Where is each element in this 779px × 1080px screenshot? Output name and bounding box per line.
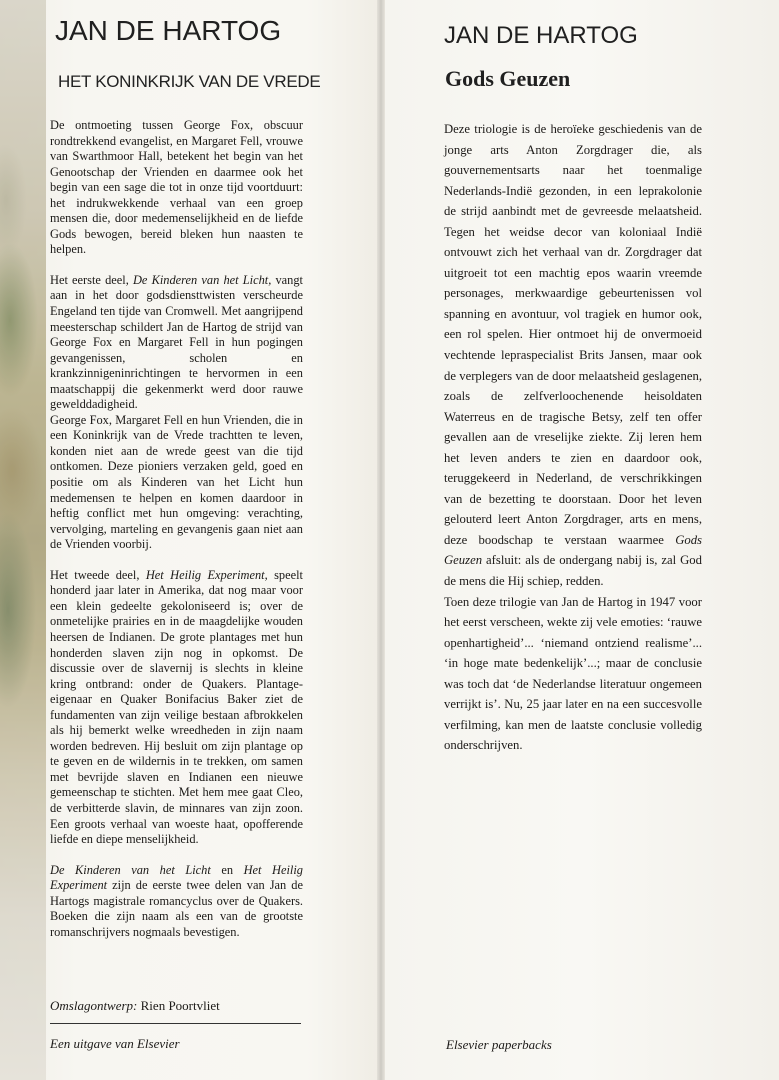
text-span: zijn de eerste twee delen van Jan de Hartogs magistrale romancyclus over de Quakers. Boeken die zijn naam als een van de grootste romanschrijvers nogmaals bevestigen. [50,878,303,939]
text-span: Deze triologie is de heroïeke geschiedenis van de jonge arts Anton Zorgdrager die, als gouvernementsarts naar het toenmalige Nederlands-Indië gezonden, in een leprakolonie de strijd aanbindt met de gevreesde melaatsheid. Tegen het weidse decor van koloniaal Indië ontvouwt zich het verhaal van dr. Zorgdrager dat uitgroeit tot een machtig epos waarin vreemde personages, merkwaardige gebeurtenissen vol spanning en avontuur, vol tragiek en humor ook, een rol spelen. Hier ontmoet hij de onvermoeid vechtende lepraspecialist Brits Jansen, maar ook de verplegers van de door melaatsheid geslagenen, zoals de zelfverloochenende heisoldaten Waterreus en de tragische Betsy, zelf ten offer gevallen aan de vreselijke ziekte. Zij leren hem het leven anders te zien en daardoor ook, teruggekeerd in Nederland, de verschrikkingen van de bezetting te doorstaan. Door het leven gelouterd leert Anton Zorgdrager, arts en mens, deze boodschap te verstaan waarmee [444,122,702,547]
italic-title: Gods Geuzen [444,532,702,568]
left-paragraph-3: George Fox, Margaret Fell en hun Vrienden, die in een Koninkrijk van de Vrede trachtten te leven, konden niet aan de wrede geest van die tijd ontkomen. Deze pioniers verzaken geld, goed en positie om als Kinderen van het Licht hun medemensen te helpen en komen daardoor in heftig conflict met hun omgeving: verachting, vervolging, marteling en gevangenis gaan niet aan de Vrienden voorbij. [50,412,303,552]
right-publisher-line: Elsevier paperbacks [446,1037,552,1052]
credit-label: Omslagontwerp: [50,998,138,1013]
text-span: Het tweede deel, [50,567,146,582]
italic-title: Het Heilig Experiment [50,862,304,893]
cover-design-credit [50,998,310,1014]
italic-title: De Kinderen van het Licht [50,862,211,877]
left-paragraph-1: De ontmoeting tussen George Fox, obscuur rondtrekkend evangelist, en Margaret Fell, vrouwe van Swarthmoor Hall, betekent het begin van het Genootschap der Vrienden en daarmee ook het begin van een sage die tot in onze tijd voortduurt: het indrukwekkende verhaal van een groep mensen die, door medemenselijkheid en de liefde Gods bewogen, bereid bleken hun naasten te helpen. [50,118,303,257]
left-paragraph-2 [50,273,303,413]
divider [50,1023,301,1024]
cover-painting-edge [0,0,46,1080]
text-span: en [210,862,244,877]
left-paragraph-5 [50,863,303,941]
credit-name: Rien Poortvliet [137,998,220,1013]
italic-title: De Kinderen van het Licht, [132,272,272,287]
left-book-title: HET KONINKRIJK VAN DE VREDE [58,72,321,91]
left-blurb [50,118,303,955]
text-span: Het eerste deel, [50,272,133,287]
right-paragraph-2: Toen deze trilogie van Jan de Hartog in 1947 voor het eerst verscheen, wekte zij vele emoties: ‘rauwe openhartigheid’... ‘niemand ontziend realisme’... ‘in hoge mate bedenkelijk’...; maar de conclusie was toch dat ‘de Nederlandse literatuur ongemeen verrijkt is’. Nu, 25 jaar later en na een succesvolle verfilming, kan men de laatste conclusie volledig onderschrijven. [444,594,702,753]
left-paragraph-4 [50,568,303,848]
left-author: JAN DE HARTOG [55,15,282,46]
text-span: speelt honderd jaar later in Amerika, dat nog maar voor een klein gedeelte gekoloniseerd is; over de onmetelijke prairies en in de maagdelijke wouden heersen de Indianen. De grote plantages met hun honderden slaven zijn nog in opkomst. De discussie over de slavernij is slechts in kleine kring ontbrand: onder de Quakers. Plantage-eigenaar en Quaker Bonifacius Baker ziet de fundamenten van zijn veilige bestaan afbrokkelen als hij bemerkt welke wreedheden in zijn naam worden bedreven. Hij besluit om zijn plantage op te geven en de wildernis in te trekken, om samen met bevrijde slaven en Indianen een nieuwe gemeenschap te stichten. Met hem mee gaat Cleo, de verbitterde slavin, de minnares van zijn zoon. Een groots verhaal van woeste haat, opofferende liefde en diepe menselijkheid. [50,567,303,847]
right-author: JAN DE HARTOG [444,22,638,49]
right-book-title: Gods Geuzen [445,66,571,91]
right-blurb [444,119,702,756]
fold-shadow [377,0,385,1080]
text-span: vangt aan in het door godsdiensttwisten verscheurde Engeland ten tijde van Cromwell. Met aangrijpend meesterschap schildert Jan de Hartog de strijd van George Fox en Margaret Fell in hun pogingen gevangenissen, scholen en krankzinnigeninrichtingen te hervormen in een maatschappij die gekenmerkt werd door rauwe gewelddadigheid. [50,272,303,412]
right-paragraph-1 [444,119,702,592]
text-span: afsluit: als de ondergang nabij is, zal God de mens die Hij schiep, redden. [444,553,702,589]
left-publisher-line: Een uitgave van Elsevier [50,1036,180,1051]
italic-title: Het Heilig Experiment, [145,567,268,582]
